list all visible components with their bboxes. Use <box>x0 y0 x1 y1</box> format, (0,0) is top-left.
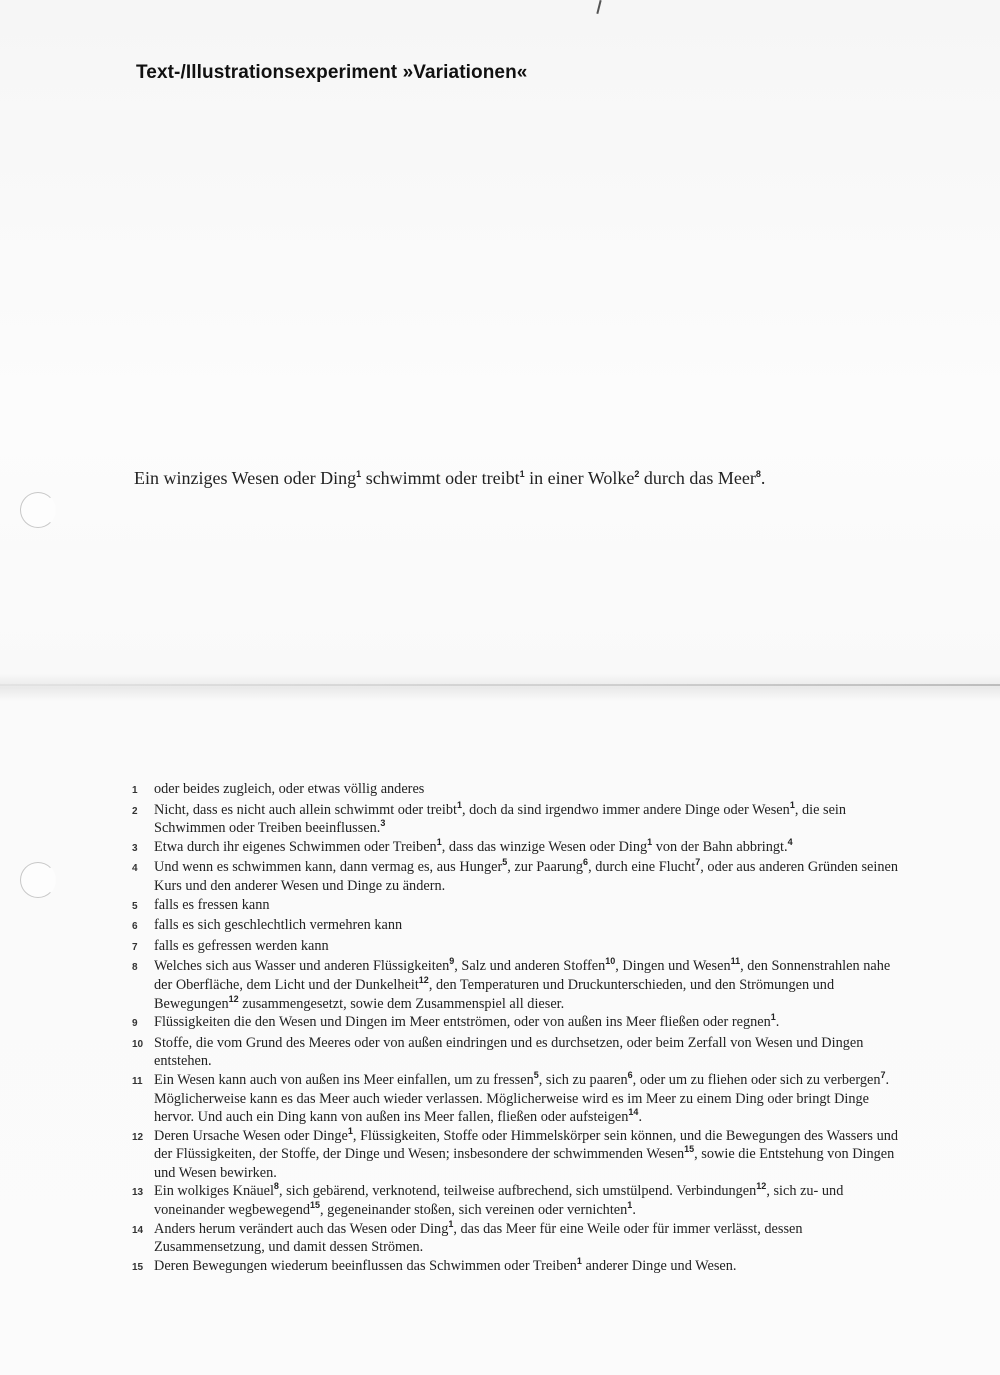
footnote-text <box>154 896 900 915</box>
text-run: , den Sonnenstrahlen nahe der Oberfläche, dem Licht und der Dunkelheit <box>154 958 891 993</box>
text-run: . <box>760 468 766 488</box>
footnote-item <box>132 1127 900 1183</box>
text-run: . Möglicherweise kann es das Meer auch wieder verlassen. Möglicherweise wird es im Meer zu einem Ding oder bringt Dinge hervor. Und auch ein Ding kann von außen ins Meer fallen, fließen oder aufsteigen <box>154 1071 890 1126</box>
text-run: , Dingen und Wesen <box>615 958 731 975</box>
footnote-item <box>132 937 900 958</box>
footnote-reference: 8 <box>273 1181 279 1192</box>
footnote-item <box>132 801 900 838</box>
text-run: Stoffe, die vom Grund des Meeres oder von außen eindringen und es durchsetzen, oder beim Zerfall von Wesen und Dingen entstehen. <box>154 1034 864 1070</box>
document-title: Text-/Illustrationsexperiment »Variationen« <box>136 62 528 83</box>
footnote-reference: 5 <box>533 1070 539 1081</box>
footnote-reference: 1 <box>647 837 653 848</box>
footnote-text <box>154 1257 900 1276</box>
text-run: , Flüssigkeiten, Stoffe oder Himmelskörper sein können, und die Bewegungen des Wassers und der Flüssigkeiten, der Stoffe, der Dinge und Wesen; insbesondere der schwimmenden Wesen <box>154 1127 899 1163</box>
text-run: , Salz und anderen Stoffen <box>454 958 606 975</box>
text-run: schwimmt oder treibt <box>361 468 520 488</box>
footnote-item <box>132 1071 900 1127</box>
text-run: Ein wolkiges Knäuel <box>154 1183 274 1200</box>
text-run: . <box>638 1109 643 1126</box>
footnote-text <box>154 801 900 838</box>
footnote-list <box>132 780 900 1277</box>
footnote-item <box>132 896 900 917</box>
text-run: , dass das winzige Wesen oder Ding <box>441 838 648 855</box>
footnote-reference: 10 <box>605 956 616 967</box>
text-run: Ein Wesen kann auch von außen ins Meer einfallen, um zu fressen <box>154 1071 534 1088</box>
text-run: durch das Meer <box>639 468 756 488</box>
footnote-item <box>132 780 900 801</box>
footnote-item <box>132 858 900 895</box>
footnote-item <box>132 1013 900 1034</box>
footnote-text <box>154 937 900 956</box>
footnote-reference: 12 <box>418 975 429 986</box>
footnote-item <box>132 1220 900 1257</box>
text-run: Anders herum verändert auch das Wesen oder Ding <box>154 1220 449 1237</box>
text-run: , die sein Schwimmen oder Treiben beeinflussen. <box>154 801 847 837</box>
footnote-reference: 1 <box>436 837 442 848</box>
text-run: , zur Paarung <box>507 859 584 876</box>
footnote-text <box>154 1071 900 1127</box>
footnote-reference: 1 <box>356 469 362 479</box>
footnote-reference: 2 <box>634 469 640 479</box>
footnote-reference: 6 <box>627 1070 633 1081</box>
footnote-reference: 14 <box>628 1107 639 1118</box>
footnote-number: 9 <box>132 1018 138 1030</box>
text-run: Nicht, dass es nicht auch allein schwimmt oder treibt <box>154 801 457 818</box>
text-run: falls es sich geschlechtlich vermehren kann <box>154 917 403 934</box>
text-run: , sich zu- und voneinander wegbewegend <box>154 1183 844 1219</box>
text-run: . <box>775 1014 780 1031</box>
text-run: . <box>632 1202 636 1219</box>
footnote-reference: 5 <box>502 857 508 868</box>
text-run: Deren Ursache Wesen oder Dinge <box>154 1127 348 1144</box>
footnote-number: 15 <box>132 1261 144 1273</box>
footnote-item <box>132 1182 900 1219</box>
footnote-item <box>132 838 900 859</box>
text-run: anderer Dinge und Wesen. <box>581 1257 737 1274</box>
text-run: Ein winziges Wesen oder Ding <box>134 468 357 488</box>
text-run: , oder um zu fliehen oder sich zu verbergen <box>632 1071 881 1088</box>
footnote-text <box>154 1127 900 1183</box>
text-run: in einer Wolke <box>524 468 635 488</box>
text-run: zusammengesetzt, sowie dem Zusammenspiel all dieser. <box>238 995 565 1012</box>
text-run: , gegeneinander stoßen, sich vereinen oder vernichten <box>320 1202 628 1219</box>
text-run: , oder aus anderen Gründen seinen Kurs und den anderer Wesen und Dinge zu ändern. <box>154 859 898 894</box>
text-run: , sowie die Entstehung von Dingen und Wesen bewirken. <box>154 1146 895 1181</box>
text-run: Etwa durch ihr eigenes Schwimmen oder Treiben <box>154 838 437 855</box>
footnote-number: 3 <box>132 842 138 854</box>
footnote-reference: 3 <box>380 818 386 829</box>
footnote-reference: 1 <box>448 1218 454 1229</box>
text-run: falls es gefressen werden kann <box>154 937 329 954</box>
text-run: oder beides zugleich, oder etwas völlig anderes <box>154 781 425 797</box>
footnote-reference: 1 <box>456 799 462 810</box>
text-run: , den Temperaturen und Druckunterschieden, und den Strömungen und Bewegungen <box>154 976 835 1012</box>
punch-hole-lower <box>20 862 56 898</box>
footnote-reference: 1 <box>627 1200 633 1211</box>
footnote-text <box>154 1034 900 1071</box>
text-run: Welches sich aus Wasser und anderen Flüssigkeiten <box>154 958 450 975</box>
footnote-number: 7 <box>132 941 138 953</box>
text-run: , durch eine Flucht <box>588 859 696 876</box>
footnote-reference: 12 <box>228 993 239 1004</box>
footnote-number: 10 <box>132 1038 144 1050</box>
text-run: , doch da sind irgendwo immer andere Dinge oder Wesen <box>461 801 790 818</box>
footnote-number: 5 <box>132 900 138 912</box>
footnote-reference: 15 <box>310 1200 321 1211</box>
footnote-text <box>154 1013 900 1032</box>
footnote-number: 13 <box>132 1187 144 1199</box>
footnote-reference: 11 <box>730 956 741 967</box>
footnote-text <box>154 838 900 857</box>
text-run: Flüssigkeiten die den Wesen und Dingen im Meer entströmen, oder von außen ins Meer fließen oder regnen <box>154 1014 771 1031</box>
text-run: falls es fressen kann <box>154 896 270 913</box>
footnote-reference: 1 <box>347 1125 353 1136</box>
footnote-number: 4 <box>132 863 138 875</box>
paper-fold-line <box>0 684 1000 686</box>
headline-sentence <box>134 468 765 489</box>
footnote-item <box>132 957 900 1013</box>
footnote-number: 6 <box>132 921 138 933</box>
footnote-reference: 1 <box>576 1256 582 1267</box>
text-run: , das das Meer für eine Weile oder für immer verlässt, dessen Zusammensetzung, und damit dessen Strömen. <box>154 1220 803 1256</box>
text-run: von der Bahn abbringt. <box>652 838 788 855</box>
footnote-item <box>132 1034 900 1071</box>
footnote-number: 8 <box>132 962 138 974</box>
footnote-text <box>154 1182 900 1219</box>
footnote-text <box>154 858 900 895</box>
footnote-number: 12 <box>132 1131 144 1143</box>
footnote-reference: 1 <box>519 469 525 479</box>
text-run: Deren Bewegungen wiederum beeinflussen das Schwimmen oder Treiben <box>154 1257 577 1274</box>
footnote-reference: 8 <box>755 469 761 479</box>
footnote-item <box>132 1257 900 1278</box>
footnote-number: 1 <box>132 785 138 796</box>
footnote-text <box>154 957 900 1013</box>
footnote-item <box>132 916 900 937</box>
footnote-number: 14 <box>132 1224 144 1236</box>
footnote-reference: 1 <box>789 799 795 810</box>
footnote-text <box>154 1220 900 1257</box>
footnote-number: 2 <box>132 805 138 817</box>
footnote-reference: 9 <box>449 956 455 967</box>
text-run: Und wenn es schwimmen kann, dann vermag es, aus Hunger <box>154 859 503 876</box>
footnote-reference: 1 <box>770 1012 776 1023</box>
footnote-reference: 4 <box>787 837 793 848</box>
footnote-text <box>154 916 900 935</box>
footnote-text <box>154 780 900 799</box>
footnote-number: 11 <box>132 1075 143 1087</box>
footnote-reference: 6 <box>583 857 589 868</box>
footnote-reference: 7 <box>880 1070 886 1081</box>
text-run: , sich gebärend, verknotend, teilweise aufbrechend, sich umstülpend. Verbindungen <box>278 1183 757 1200</box>
footnote-reference: 12 <box>756 1181 767 1192</box>
footnote-reference: 7 <box>695 857 701 868</box>
punch-hole-upper <box>20 492 56 528</box>
text-run: , sich zu paaren <box>538 1071 628 1088</box>
footnote-reference: 15 <box>684 1144 695 1155</box>
